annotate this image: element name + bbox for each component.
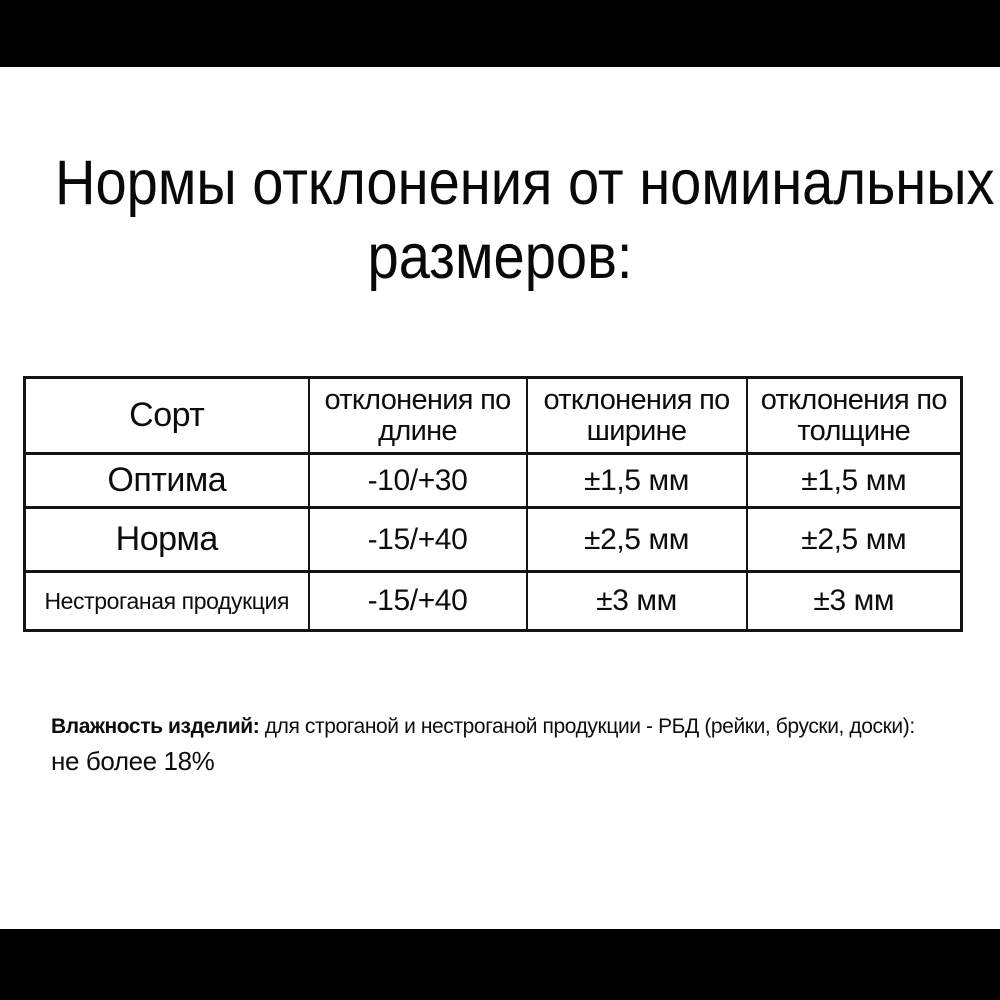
thickness-deviation-cell: ±1,5 мм: [747, 454, 962, 508]
grade-cell: Норма: [25, 508, 309, 572]
width-deviation-cell: ±2,5 мм: [527, 508, 747, 572]
thickness-deviation-cell: ±2,5 мм: [747, 508, 962, 572]
length-deviation-cell: -15/+40: [309, 572, 527, 631]
table-row-norma: [25, 508, 962, 572]
table-header-row: [25, 378, 962, 454]
moisture-note-text: для строганой и нестроганой продукции - РБД (рейки, бруски, доски):: [259, 715, 915, 738]
page-title: [55, 146, 995, 294]
moisture-note-label: Влажность изделий:: [51, 715, 260, 738]
grade-cell: Оптима: [25, 454, 309, 508]
column-header-grade: Сорт: [25, 378, 309, 454]
width-deviation-cell: ±3 мм: [527, 572, 747, 631]
bottom-letterbox-bar: [0, 929, 1000, 1000]
deviation-norms-table: [23, 376, 963, 632]
column-header-length: [309, 378, 527, 454]
table-row-unplaned: [25, 572, 962, 631]
column-header-length-line1: отклонения по: [324, 383, 511, 416]
top-letterbox-bar: [0, 0, 1000, 67]
column-header-width-line2: ширине: [586, 414, 687, 447]
column-header-width-line1: отклонения по: [543, 383, 730, 416]
column-header-width: [527, 378, 747, 454]
width-deviation-cell: ±1,5 мм: [527, 454, 747, 508]
page-title-line1: Нормы отклонения от номинальных: [55, 148, 995, 218]
column-header-thickness-line1: отклонения по: [760, 383, 947, 416]
grade-cell: Нестроганая продукция: [25, 572, 309, 631]
moisture-note: [51, 714, 951, 777]
table-row-optima: [25, 454, 962, 508]
page-title-line2: размеров:: [367, 222, 633, 292]
length-deviation-cell: -10/+30: [309, 454, 527, 508]
column-header-length-line2: длине: [378, 414, 457, 447]
length-deviation-cell: -15/+40: [309, 508, 527, 572]
column-header-thickness: [747, 378, 962, 454]
moisture-note-line2: не более 18%: [51, 746, 215, 776]
moisture-note-line1: [51, 714, 951, 740]
thickness-deviation-cell: ±3 мм: [747, 572, 962, 631]
column-header-thickness-line2: толщине: [797, 414, 911, 447]
